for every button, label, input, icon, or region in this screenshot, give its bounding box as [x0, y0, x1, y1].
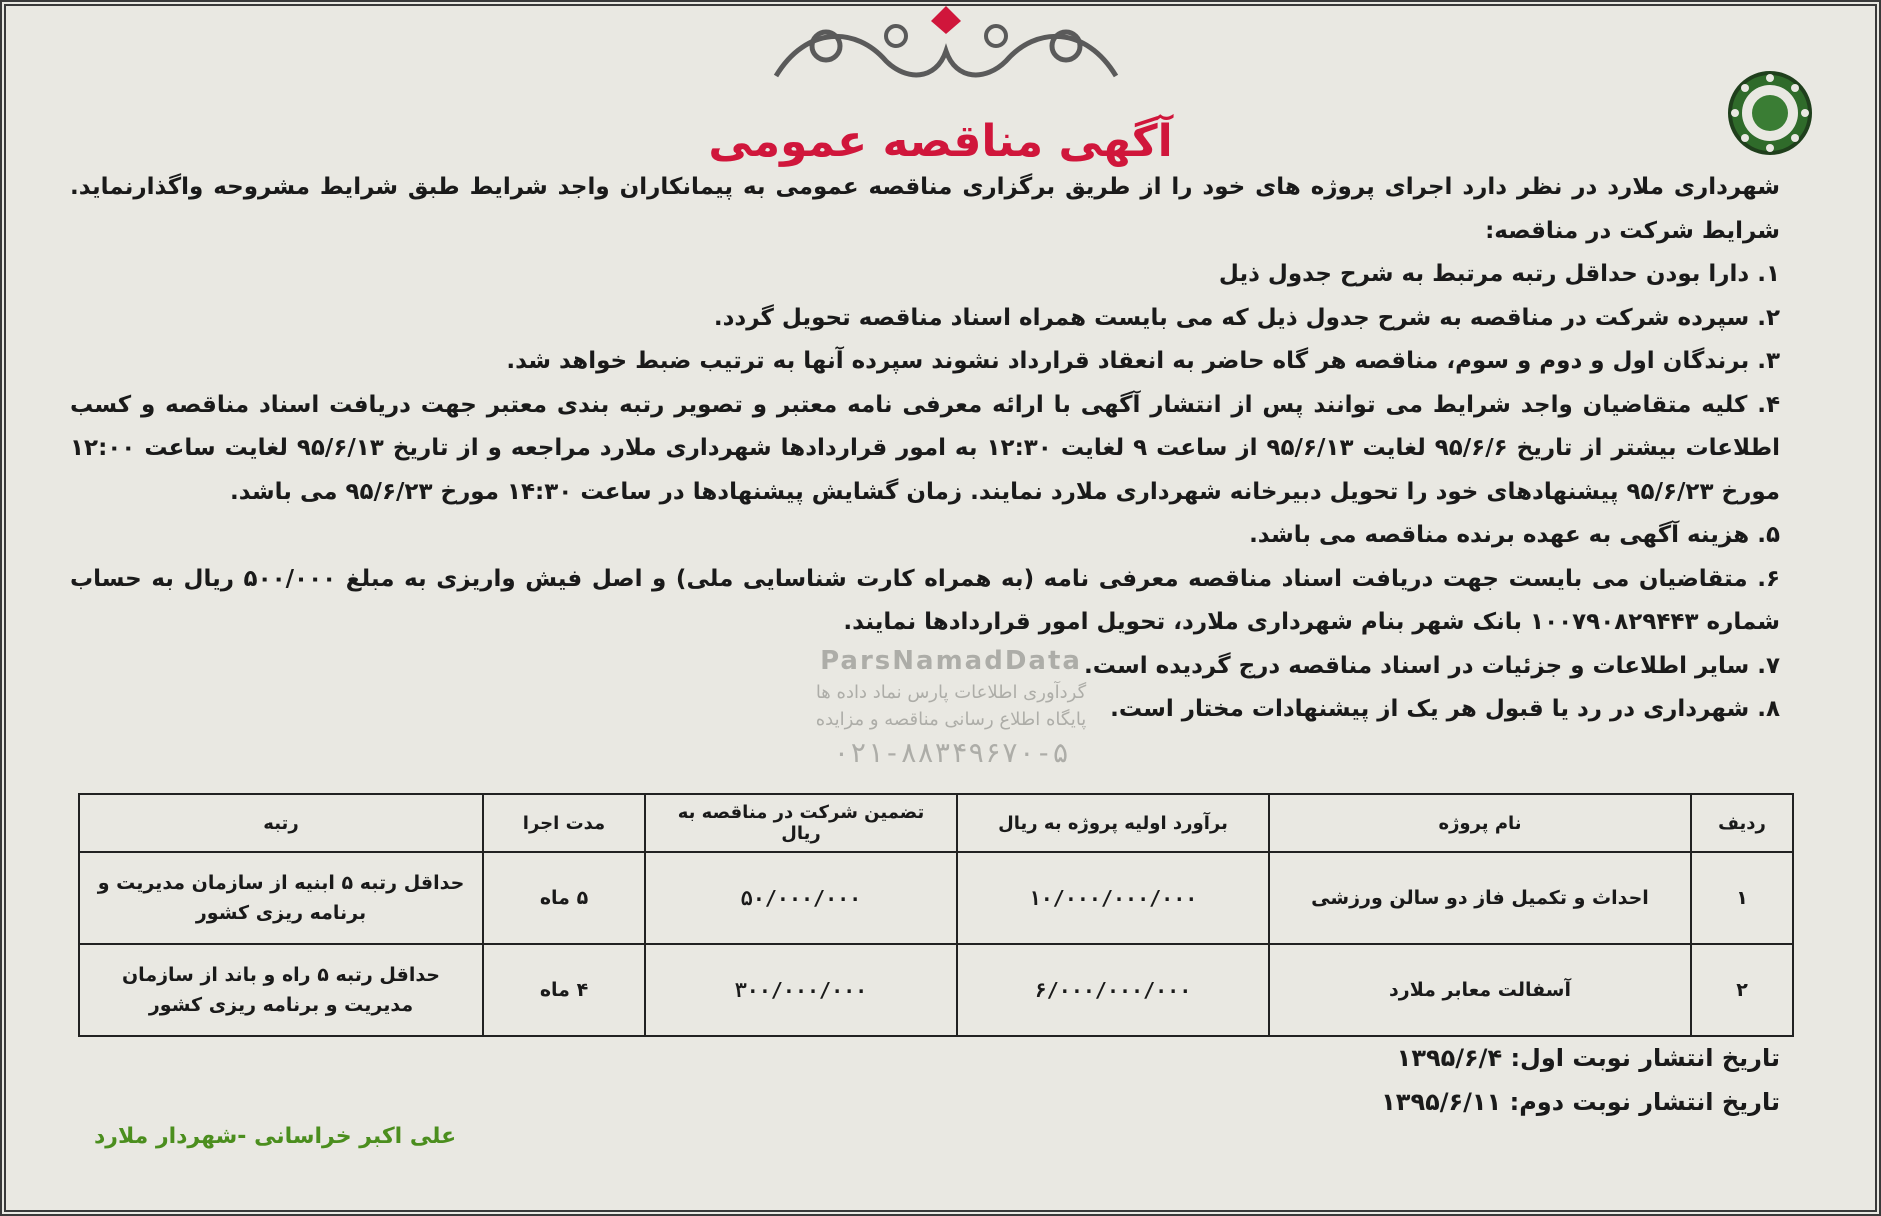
table-cell: ۵ ماه [483, 852, 645, 944]
table-header-row [79, 794, 1793, 852]
condition-item: ۳. برندگان اول و دوم و سوم، مناقصه هر گاه حاضر به انعقاد قرارداد نشوند سپرده آنها به ترتیب ضبط خواهد شد. [506, 348, 1780, 374]
mayor-signature: علی اکبر خراسانی -شهردار ملارد [94, 1124, 457, 1149]
table-cell: حداقل رتبه ۵ ابنیه از سازمان مدیریت و برنامه ریزی کشور [79, 852, 483, 944]
table-row [79, 852, 1793, 944]
second-publication-date: تاریخ انتشار نوبت دوم: ۱۳۹۵/۶/۱۱ [1381, 1088, 1780, 1116]
projects-table [78, 793, 1794, 1037]
column-header: ردیف [1691, 794, 1793, 852]
watermark-phone: ۰۲۱-۸۸۳۴۹۶۷۰-۵ [832, 736, 1069, 769]
table-cell: ۱۰/۰۰۰/۰۰۰/۰۰۰ [957, 852, 1269, 944]
table-cell: حداقل رتبه ۵ راه و باند از سازمان مدیریت و برنامه ریزی کشور [79, 944, 483, 1036]
column-header: مدت اجرا [483, 794, 645, 852]
column-header: رتبه [79, 794, 483, 852]
table-cell: آسفالت معابر ملارد [1269, 944, 1691, 1036]
table-cell: ۶/۰۰۰/۰۰۰/۰۰۰ [957, 944, 1269, 1036]
notice-title: آگهی مناقصه عمومی [708, 116, 1173, 167]
watermark-line: گردآوری اطلاعات پارس نماد داده ها [815, 682, 1087, 703]
table-cell: ۱ [1691, 852, 1793, 944]
table-cell: ۴ ماه [483, 944, 645, 1036]
column-header: برآورد اولیه پروژه به ریال [957, 794, 1269, 852]
condition-item: ۷. سایر اطلاعات و جزئیات در اسناد مناقصه درج گردیده است. [1084, 652, 1780, 679]
condition-item: ۲. سپرده شرکت در مناقصه به شرح جدول ذیل که می بایست همراه اسناد مناقصه تحویل گردد. [713, 304, 1780, 331]
first-publication-date: تاریخ انتشار نوبت اول: ۱۳۹۵/۶/۴ [1396, 1044, 1780, 1072]
table-cell: ۳۰۰/۰۰۰/۰۰۰ [645, 944, 957, 1036]
column-header: نام پروژه [1269, 794, 1691, 852]
condition-item: ۴. کلیه متقاضیان واجد شرایط می توانند پس از انتشار آگهی با ارائه معرفی نامه معتبر و تصویر رتبه بندی معتبر جهت دریافت اسناد مناقصه و کسب اطلاعات بیشتر از تاریخ ۹۵/۶/۶ لغایت ۹۵/۶/۱۳ از ساعت ۹ لغایت ۱۲:۳۰ به امور قراردادها شهرداری ملارد مراجعه و از تاریخ ۹۵/۶/۱۳ لغایت ساعت ۱۲:۰۰ مورخ ۹۵/۶/۲۳ پیشنهادهای خود را تحویل دبیرخانه شهرداری ملارد نمایند. زمان گشایش پیشنهادها در ساعت ۱۴:۳۰ مورخ ۹۵/۶/۲۳ می باشد. [70, 391, 1780, 505]
column-header: تضمین شرکت در مناقصه به ریال [645, 794, 957, 852]
watermark-brand: ParsNamadData [820, 646, 1082, 676]
table-cell: ۵۰/۰۰۰/۰۰۰ [645, 852, 957, 944]
watermark [751, 646, 1151, 769]
watermark-line: پایگاه اطلاع رسانی مناقصه و مزایده [815, 709, 1087, 730]
decorative-ornament [766, 6, 1126, 84]
condition-item: ۱. دارا بودن حداقل رتبه مرتبط به شرح جدول ذیل [1218, 261, 1780, 287]
condition-item: ۵. هزینه آگهی به عهده برنده مناقصه می باشد. [1249, 522, 1780, 548]
table-row [79, 944, 1793, 1036]
condition-item: ۶. متقاضیان می بایست جهت دریافت اسناد مناقصه معرفی نامه (به همراه کارت شناسایی ملی) و اصل فیش واریزی به مبلغ ۵۰۰/۰۰۰ ریال به حساب شماره ۱۰۰۷۹۰۸۲۹۴۴۳ بانک شهر بنام شهرداری ملارد، تحویل امور قراردادها نمایند. [70, 565, 1780, 635]
table-cell: احداث و تکمیل فاز دو سالن ورزشی [1269, 852, 1691, 944]
table-cell: ۲ [1691, 944, 1793, 1036]
intro-paragraph: شهرداری ملارد در نظر دارد اجرای پروژه های خود را از طریق برگزاری مناقصه عمومی به پیمانکاران واجد شرایط طبق شرایط مشروحه واگذارنماید. شرایط شرکت در مناقصه: [70, 174, 1780, 244]
condition-item: ۸. شهرداری در رد یا قبول هر یک از پیشنهادات مختار است. [1110, 696, 1780, 722]
publication-dates [1381, 1036, 1780, 1124]
